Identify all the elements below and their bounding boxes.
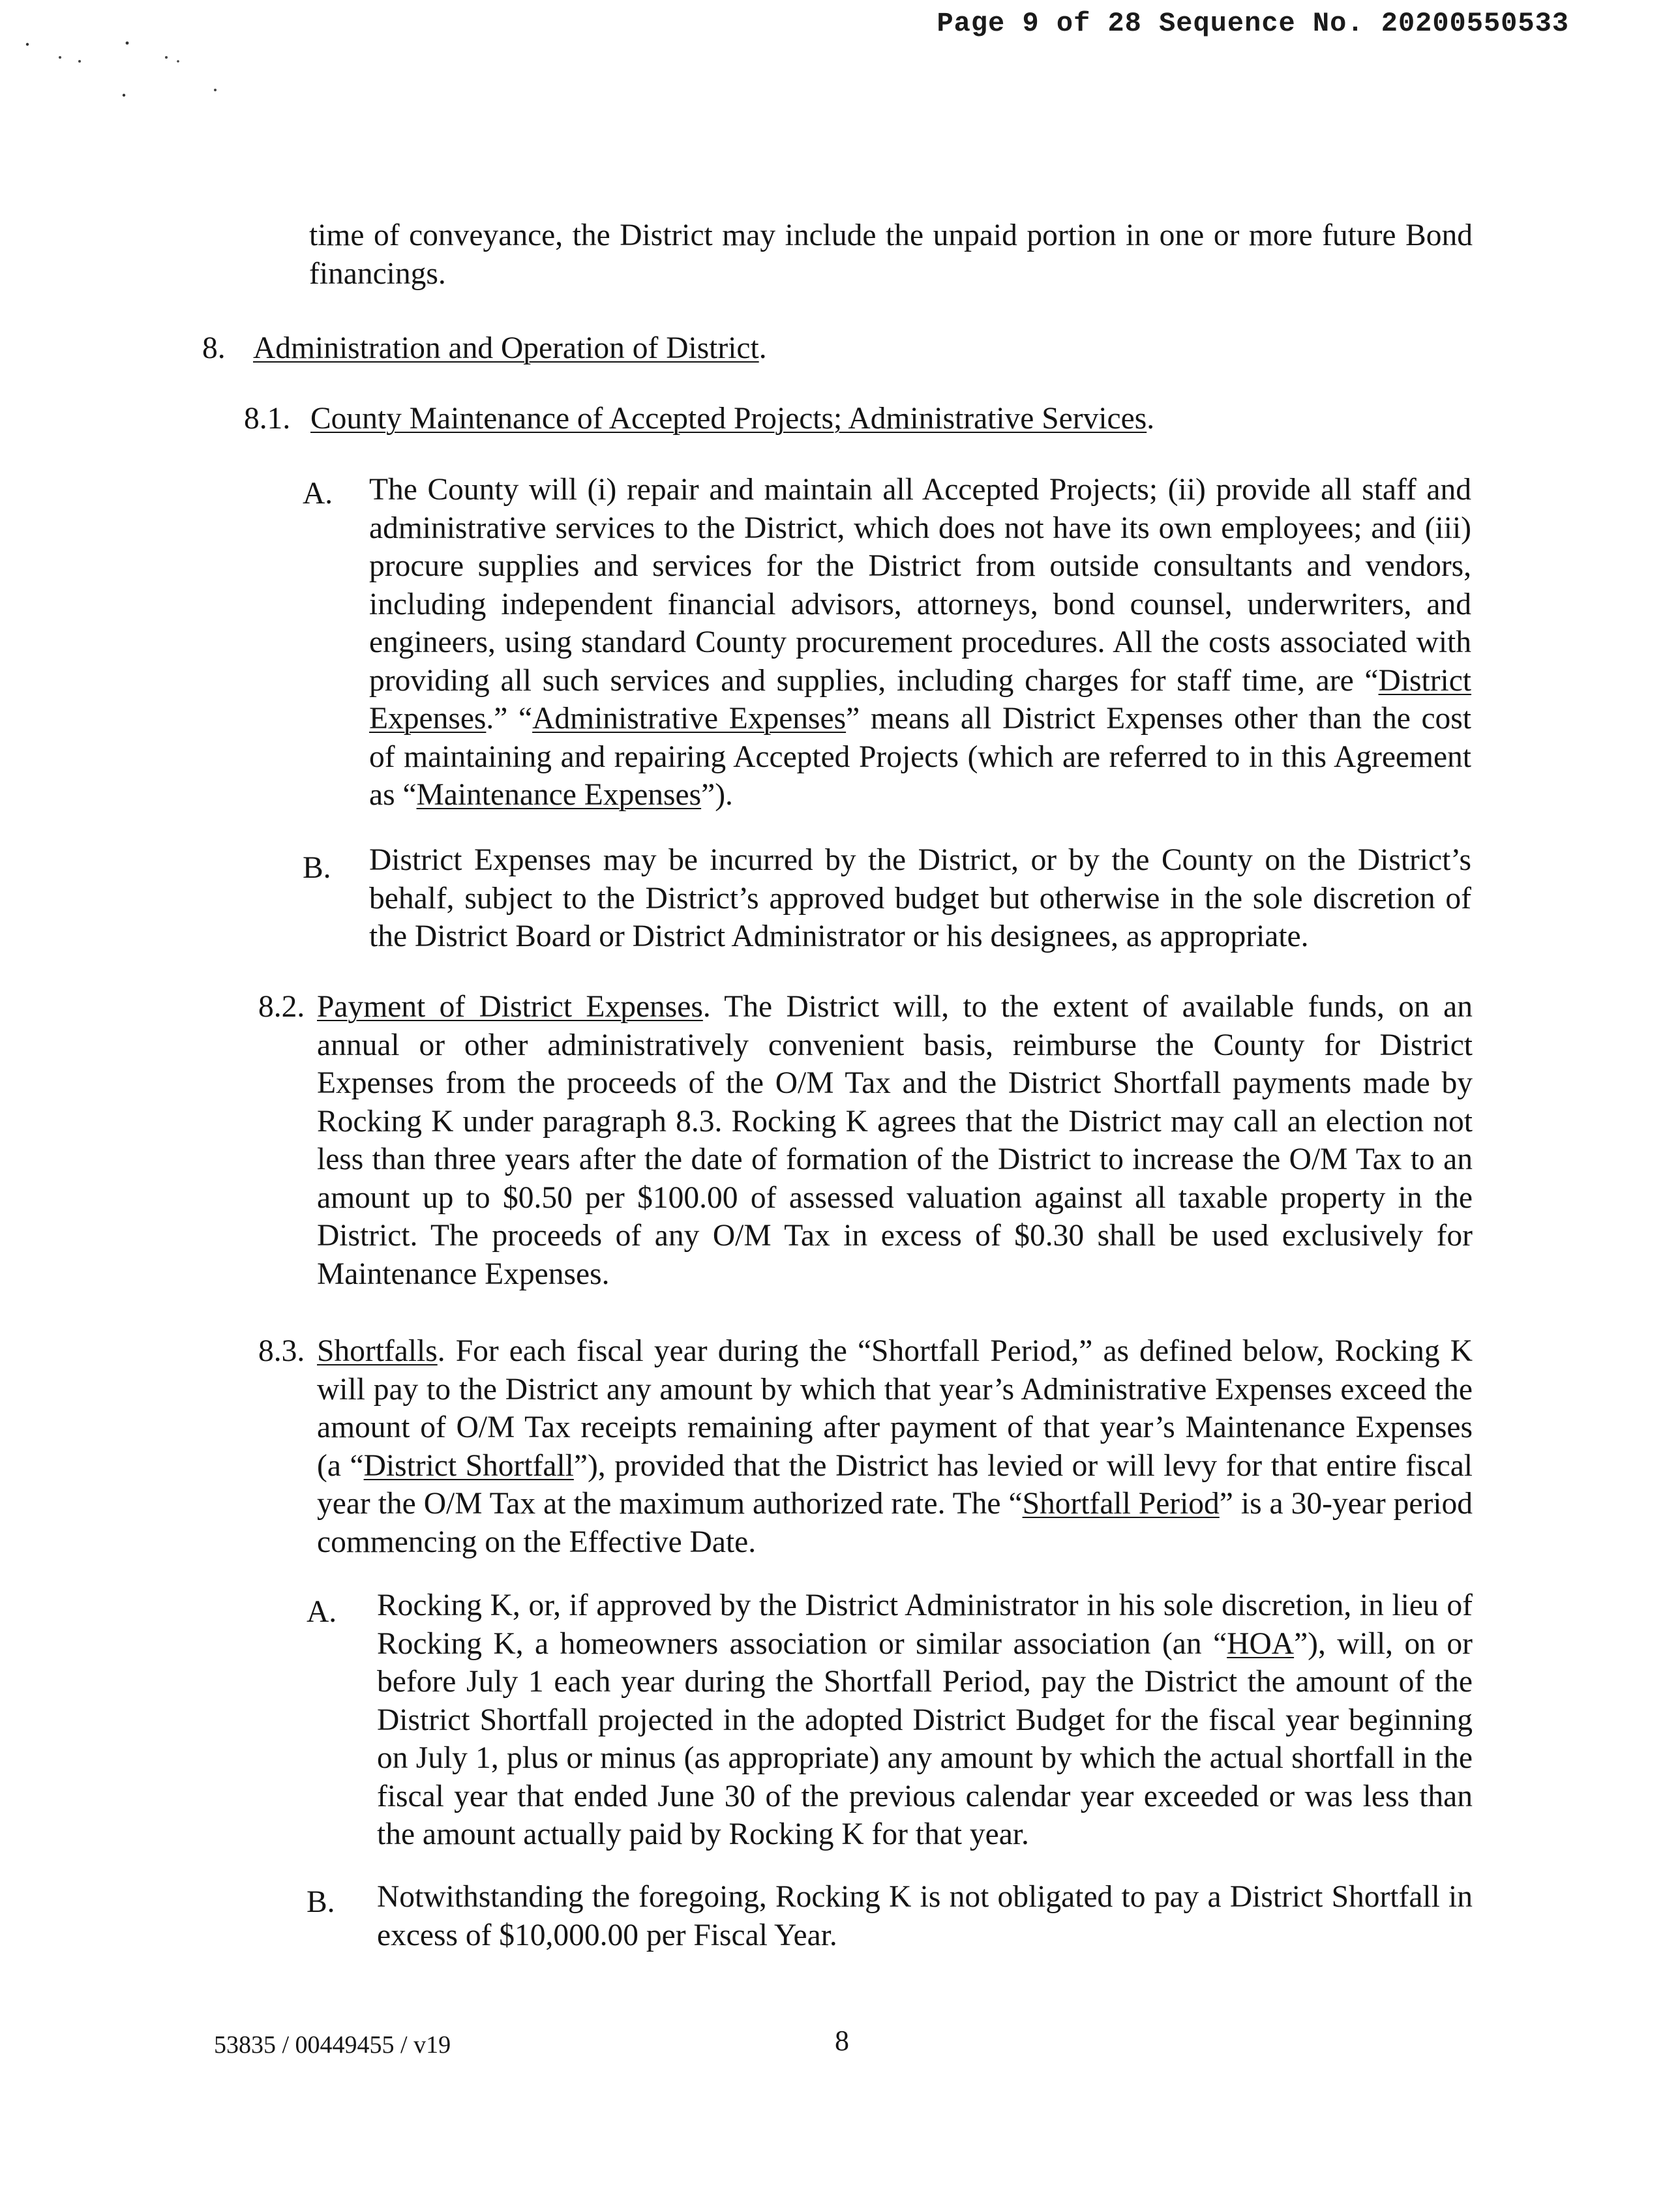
section-8-1-number: 8.1. (244, 402, 291, 436)
text-run: ”). (701, 778, 733, 812)
section-8-3-a-label: A. (307, 1595, 337, 1629)
footer-document-id: 53835 / 00449455 / v19 (214, 2031, 451, 2059)
defined-term-shortfall-period: Shortfall Period (1022, 1487, 1220, 1521)
section-8-3-number: 8.3. (258, 1334, 305, 1368)
text-run: ” is a 30-year period commencing on the Effective Date. (317, 1487, 1473, 1559)
page-sequence-stamp: Page 9 of 28 Sequence No. 20200550533 (937, 8, 1569, 39)
section-8-title-end: . (758, 331, 767, 365)
section-8-1-a-paragraph (369, 471, 1471, 814)
intro-paragraph: time of conveyance, the District may include the unpaid portion in one or more future Bond financings. (309, 218, 1473, 291)
defined-term-hoa: HOA (1227, 1626, 1295, 1661)
section-8-number: 8. (202, 331, 226, 365)
section-8-2-title: Payment of District Expenses (317, 990, 703, 1024)
section-8-3-title: Shortfalls (317, 1334, 438, 1368)
defined-term-district-shortfall: District Shortfall (363, 1448, 574, 1483)
defined-term-district-expenses: District Expenses (369, 663, 1471, 736)
text-run: ”), provided that the District has levied or will levy for that entire fiscal year the O/M Tax at the maximum authorized rate. The “ (317, 1448, 1473, 1521)
section-8-1-title: County Maintenance of Accepted Projects; Administrative Services (310, 402, 1147, 436)
section-8-1-a-label: A. (303, 477, 333, 511)
section-8-heading (253, 329, 767, 368)
section-8-3-b-paragraph: Notwithstanding the foregoing, Rocking K is not obligated to pay a District Shortfall in excess of $10,000.00 per Fiscal Year. (377, 1880, 1473, 1952)
section-8-3-paragraph (317, 1332, 1473, 1561)
text-run: ”), will, on or before July 1 each year during the Shortfall Period, pay the District the amount of the District Shortfall projected in the adopted District Budget for the fiscal year beginning on July 1, plus or minus (as appropriate) any amount by which the actual shortfall in the fiscal year that ended June 30 of the previous calendar year exceeded or was less than the amount actually paid by Rocking K for that year. (377, 1626, 1473, 1851)
section-8-1-b-label: B. (303, 851, 331, 885)
text-run: The County will (i) repair and maintain all Accepted Projects; (ii) provide all staff and administrative services to the District, which does not have its own employees; and (iii) procure supplies and services for the District from outside consultants and vendors, including independent financial advisors, attorneys, bond counsel, underwriters, and engineers, using standard County procurement procedures. All the costs associated with providing all such services and supplies, including charges for staff time, are “ (369, 473, 1471, 698)
section-8-1-b-paragraph: District Expenses may be incurred by the District, or by the County on the District’s behalf, subject to the District’s approved budget but otherwise in the sole discretion of the District Board or District Administrator or his designees, as appropriate. (369, 843, 1471, 953)
defined-term-administrative-expenses: Administrative Expenses (532, 702, 847, 736)
section-8-2-paragraph (317, 988, 1473, 1293)
section-8-2-number: 8.2. (258, 990, 305, 1024)
section-8-3-a-paragraph (377, 1587, 1473, 1854)
section-8-1-title-end: . (1147, 402, 1155, 436)
section-8-3-b-label: B. (307, 1885, 335, 1919)
defined-term-maintenance-expenses: Maintenance Expenses (416, 778, 702, 812)
text-run: Rocking K, or, if approved by the District Administrator in his sole discretion, in lieu of Rocking K, a homeowners association or similar association (an “ (377, 1588, 1473, 1661)
section-8-title: Administration and Operation of District (253, 331, 759, 365)
scan-specks (20, 33, 235, 104)
text-run: . The District will, to the extent of available funds, on an annual or other administratively convenient basis, reimburse the County for District Expenses from the proceeds of the O/M Tax and the District Shortfall payments made by Rocking K under paragraph 8.3. Rocking K agrees that the District may call an election not less than three years after the date of formation of the District to increase the O/M Tax to an amount up to $0.50 per $100.00 of assessed valuation against all taxable property in the District. The proceeds of any O/M Tax in excess of $0.30 shall be used exclusively for Maintenance Expenses. (317, 990, 1473, 1291)
text-run: .” “ (486, 702, 533, 736)
text-run: . For each fiscal year during the “Shortfall Period,” as defined below, Rocking K will pay to the District any amount by which that year’s Administrative Expenses exceed the amount of O/M Tax receipts remaining after payment of that year’s Maintenance Expenses (a “ (317, 1334, 1473, 1483)
footer-page-number: 8 (835, 2025, 849, 2057)
text-run: ” means all District Expenses other than the cost of maintaining and repairing Accepted Projects (which are referred to in this Agreement as “ (369, 702, 1471, 812)
section-8-1-heading (310, 400, 1154, 438)
